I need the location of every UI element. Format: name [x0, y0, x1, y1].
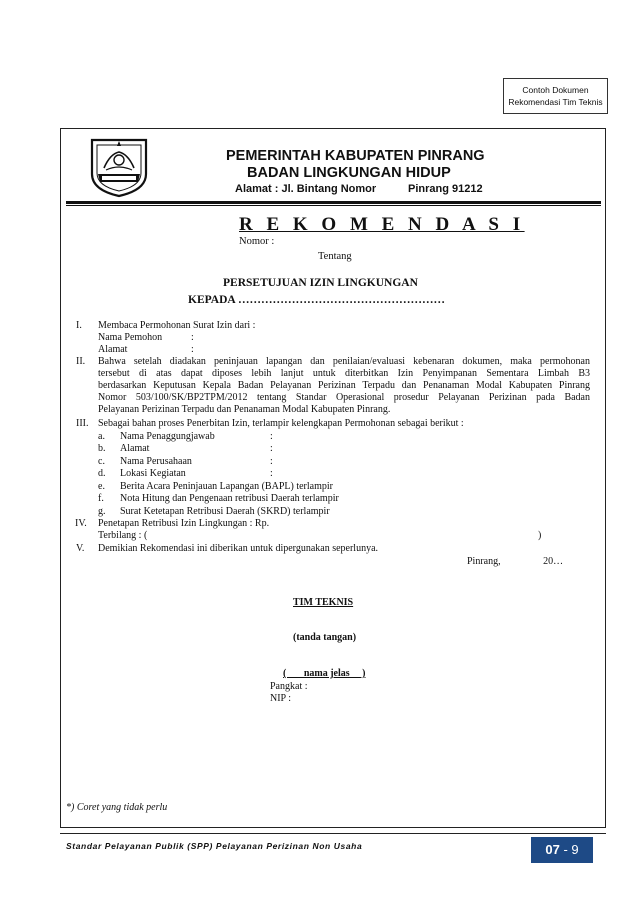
signatory-name: ( nama jelas )	[283, 668, 366, 679]
attachment-label: Alamat	[120, 443, 150, 454]
attachment-letter: d.	[98, 468, 106, 479]
document-title: R E K O M E N D A S I	[239, 214, 525, 235]
attachment-letter: c.	[98, 456, 105, 467]
section-2-number: II.	[76, 356, 86, 367]
footer-rule	[60, 833, 606, 834]
regency-crest-icon	[88, 136, 150, 198]
agency-address: Alamat : Jl. Bintang Nomor	[235, 183, 377, 195]
nip-label: NIP :	[270, 693, 292, 704]
document-subject: PERSETUJUAN IZIN LINGKUNGAN	[223, 277, 418, 289]
government-name: PEMERINTAH KABUPATEN PINRANG	[226, 148, 485, 164]
section-5-text: Demikian Rekomendasi ini diberikan untuk dipergunakan seperlunya.	[98, 543, 379, 554]
footnote: *) Coret yang tidak perlu	[66, 802, 168, 813]
attachment-letter: f.	[98, 493, 104, 504]
addressee-line: KEPADA ………………………………………………	[188, 294, 445, 306]
sample-box-line2: Rekomendasi Tim Teknis	[508, 97, 603, 107]
letterhead-rule-thick	[66, 201, 601, 204]
attachment-label: Nama Penaggungjawab	[120, 431, 215, 442]
applicant-name-label: Nama Pemohon	[98, 332, 163, 343]
attachment-letter: b.	[98, 443, 106, 454]
about-label: Tentang	[318, 251, 352, 262]
attachment-label: Nota Hitung dan Pengenaan retribusi Daerah terlampir	[120, 493, 339, 504]
attachment-colon: :	[270, 456, 273, 467]
page-number-badge	[531, 837, 593, 863]
page-separator: -	[559, 842, 572, 857]
applicant-address-label: Alamat	[98, 344, 128, 355]
applicant-name-colon: :	[191, 332, 194, 343]
footer-text: Standar Pelayanan Publik (SPP) Pelayanan Perizinan Non Usaha	[66, 841, 363, 851]
attachment-letter: a.	[98, 431, 105, 442]
attachment-colon: :	[270, 468, 273, 479]
attachment-label: Berita Acara Peninjauan Lapangan (BAPL) terlampir	[120, 481, 333, 492]
page-minor: 9	[571, 842, 579, 857]
attachment-colon: :	[270, 443, 273, 454]
attachment-letter: e.	[98, 481, 105, 492]
section-2-line: Nomor 503/100/SK/BP2TPM/2012 tentang Standar Operasional prosedur Pelayanan Perizinan pada Badan	[98, 392, 590, 403]
section-3-number: III.	[76, 418, 89, 429]
agency-name: BADAN LINGKUNGAN HIDUP	[247, 165, 451, 181]
section-2-line: Bahwa setelah diadakan peninjauan lapangan dan penilaian/evaluasi kebenaran dokumen, maka permohonan	[98, 356, 590, 367]
section-5-number: V.	[76, 543, 85, 554]
spelled-amount-close: )	[538, 530, 542, 541]
applicant-address-colon: :	[191, 344, 194, 355]
section-2-line: tersebut di atas dapat diposes lebih lanjut untuk diterbitkan Izin Penyimpanan Sementara Limbah B3	[98, 368, 590, 379]
section-1-text: Membaca Permohonan Surat Izin dari :	[98, 320, 256, 331]
team-title: TIM TEKNIS	[293, 597, 354, 608]
number-label: Nomor :	[239, 236, 275, 247]
place-date: Pinrang, 20…	[467, 556, 564, 567]
attachment-label: Surat Ketetapan Retribusi Daerah (SKRD) terlampir	[120, 506, 330, 517]
section-4-text: Penetapan Retribusi Izin Lingkungan : Rp.	[98, 518, 270, 529]
sample-document-box	[503, 78, 608, 114]
attachment-label: Nama Perusahaan	[120, 456, 192, 467]
attachment-colon: :	[270, 431, 273, 442]
rank-label: Pangkat :	[270, 681, 308, 692]
sample-box-line1: Contoh Dokumen	[522, 85, 589, 95]
spelled-amount-label: Terbilang : (	[98, 530, 148, 541]
section-1-number: I.	[76, 320, 82, 331]
letterhead-rule-thin	[66, 205, 601, 206]
section-2-line: berdasarkan Keputusan Kepala Badan Pelayanan Perizinan Terpadu dan Penanaman Modal Kabupaten Pinrang	[98, 380, 590, 391]
section-2-line: Pelayanan Perizinan Terpadu dan Penanaman Modal Kabupaten Pinrang.	[98, 404, 391, 415]
signature-placeholder: (tanda tangan)	[293, 632, 357, 643]
attachment-letter: g.	[98, 506, 106, 517]
page-major: 07	[545, 842, 560, 857]
agency-city: Pinrang 91212	[408, 183, 483, 195]
attachment-label: Lokasi Kegiatan	[120, 468, 186, 479]
section-3-text: Sebagai bahan proses Penerbitan Izin, terlampir kelengkapan Permohonan sebagai berikut :	[98, 418, 464, 429]
section-4-number: IV.	[75, 518, 87, 529]
